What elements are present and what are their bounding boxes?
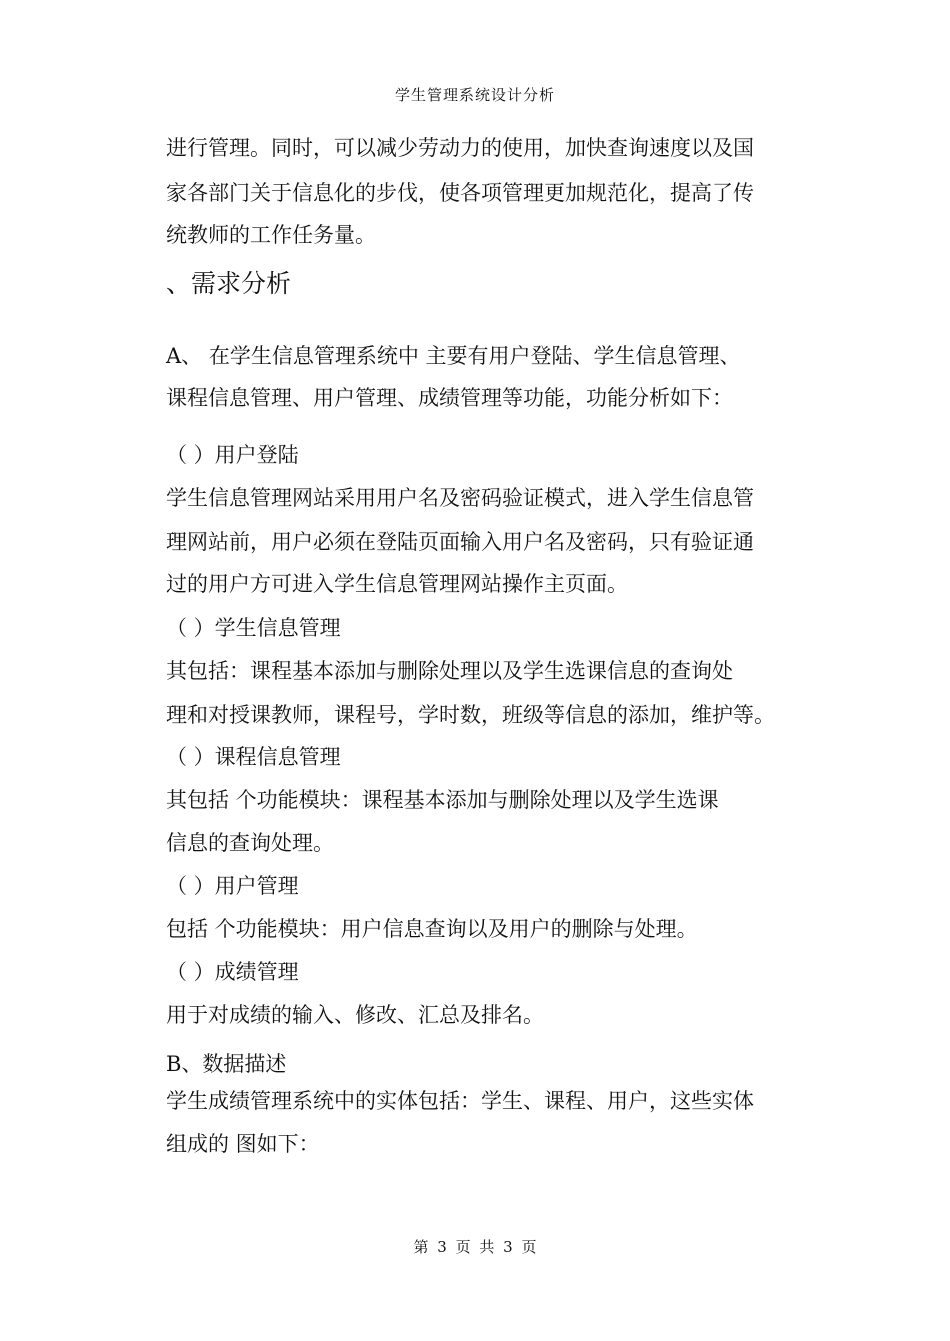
body-line: 其包括：课程基本添加与删除处理以及学生选课信息的查询处 — [166, 659, 733, 683]
body-line: 课程信息管理、用户管理、成绩管理等功能，功能分析如下： — [166, 386, 733, 410]
body-line: 组成的 图如下： — [166, 1132, 320, 1156]
subsection-heading: （ ）课程信息管理 — [166, 745, 341, 769]
body-line: 其包括 个功能模块：课程基本添加与删除处理以及学生选课 — [166, 788, 719, 812]
body-line: 信息的查询处理。 — [166, 831, 334, 855]
body-line: 学生信息管理网站采用用户名及密码验证模式，进入学生信息管 — [166, 486, 754, 510]
body-line: 进行管理。同时，可以减少劳动力的使用，加快查询速度以及国 — [166, 136, 754, 160]
section-heading: 、需求分析 — [166, 269, 292, 298]
subsection-heading: （ ）用户管理 — [166, 874, 299, 898]
subsection-heading: （ ）用户登陆 — [166, 443, 299, 467]
body-line: 用于对成绩的输入、修改、汇总及排名。 — [166, 1003, 544, 1027]
body-line: 统教师的工作任务量。 — [166, 223, 376, 247]
body-line: A、 在学生信息管理系统中 主要有用户登陆、学生信息管理、 — [166, 344, 741, 368]
page-number-footer: 第 3 页 共 3 页 — [413, 1238, 537, 1256]
body-line: 学生成绩管理系统中的实体包括：学生、课程、用户，这些实体 — [166, 1089, 754, 1113]
body-line: 过的用户方可进入学生信息管理网站操作主页面。 — [166, 572, 628, 596]
subsection-heading: B、数据描述 — [166, 1052, 287, 1076]
subsection-heading: （ ）学生信息管理 — [166, 616, 341, 640]
body-line: 包括 个功能模块：用户信息查询以及用户的删除与处理。 — [166, 917, 698, 941]
running-header: 学生管理系统设计分析 — [394, 86, 555, 104]
body-line: 理网站前，用户必须在登陆页面输入用户名及密码，只有验证通 — [166, 530, 754, 554]
body-line: 家各部门关于信息化的步伐，使各项管理更加规范化，提高了传 — [166, 181, 754, 205]
subsection-heading: （ ）成绩管理 — [166, 960, 299, 984]
body-line: 理和对授课教师，课程号，学时数，班级等信息的添加，维护等。 — [166, 703, 775, 727]
